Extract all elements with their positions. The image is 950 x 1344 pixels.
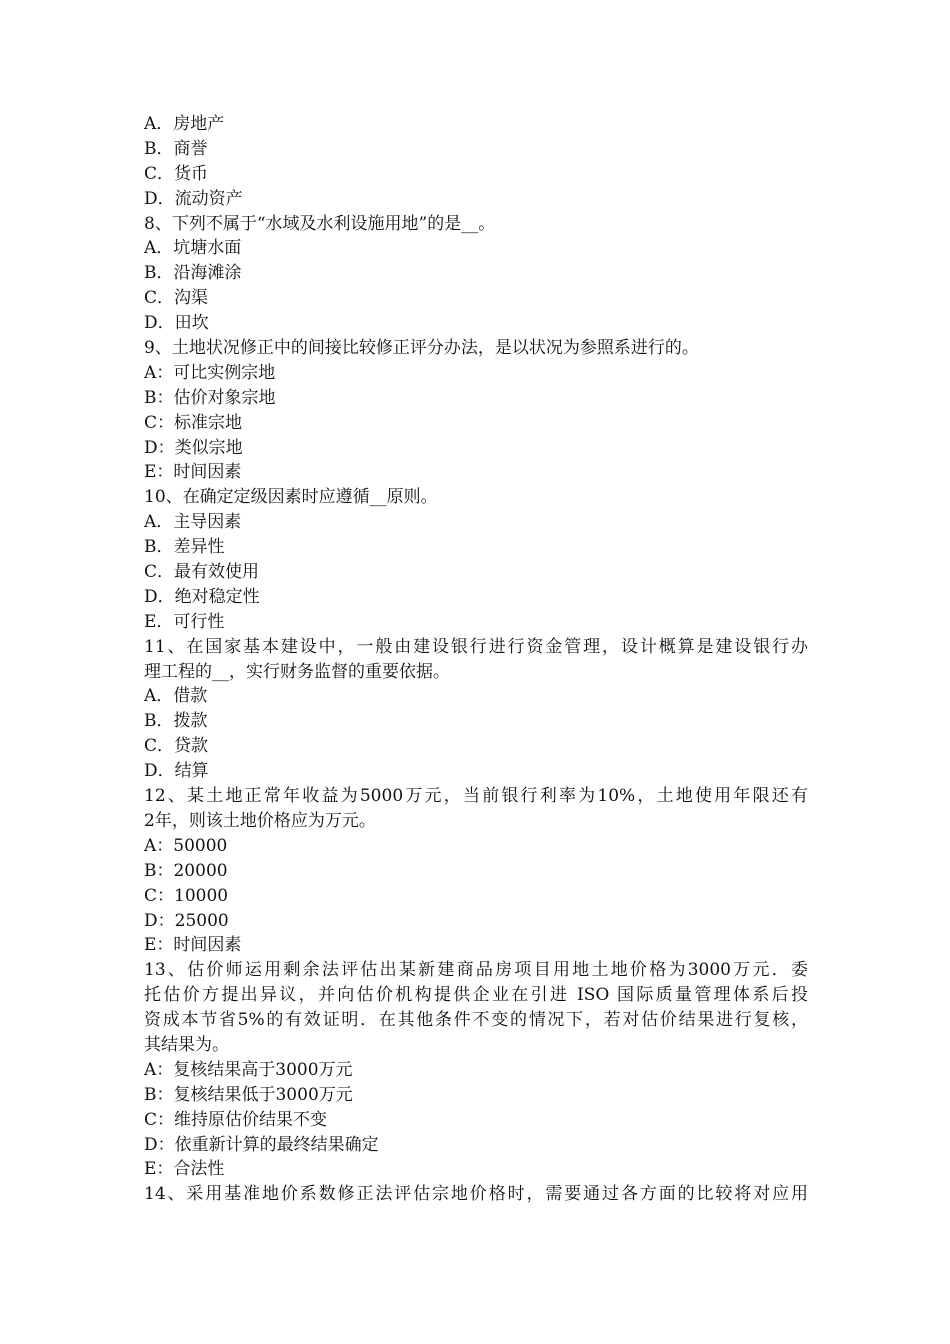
text-line: 11、在国家基本建设中，一般由建设银行进行资金管理，设计概算是建设银行办 <box>144 636 808 657</box>
text-line: 2年，则该土地价格应为万元。 <box>144 810 376 831</box>
text-line: D：依重新计算的最终结果确定 <box>144 1134 379 1155</box>
text-line: 资成本节省5%的有效证明．在其他条件不变的情况下，若对估价结果进行复核， <box>144 1010 808 1031</box>
text-line: B．商誉 <box>144 138 208 159</box>
text-line: E．可行性 <box>144 611 225 632</box>
text-line: B：20000 <box>144 860 228 881</box>
text-line: C．最有效使用 <box>144 562 260 583</box>
text-line: 12、某土地正常年收益为5000万元，当前银行利率为10%，土地使用年限还有 <box>144 786 808 807</box>
text-line: 其结果为。 <box>144 1034 229 1055</box>
text-line: C：标准宗地 <box>144 412 243 433</box>
text-line: E：时间因素 <box>144 462 242 483</box>
text-line: A．借款 <box>144 686 208 707</box>
text-line: 13、估价师运用剩余法评估出某新建商品房项目用地土地价格为3000万元．委 <box>144 960 808 981</box>
text-line: A：可比实例宗地 <box>144 362 276 383</box>
text-line: B．沿海滩涂 <box>144 263 242 284</box>
text-line: 理工程的__，实行财务监督的重要依据。 <box>144 661 450 682</box>
text-line: B．拨款 <box>144 711 208 732</box>
text-line: A：50000 <box>144 835 228 856</box>
text-line: 托估价方提出异议，并向估价机构提供企业在引进 ISO 国际质量管理体系后投 <box>144 985 808 1006</box>
text-line: D．结算 <box>144 761 209 782</box>
text-line: B．差异性 <box>144 537 225 558</box>
text-line: C．货币 <box>144 163 209 184</box>
text-line: C．沟渠 <box>144 288 209 309</box>
text-line: 9、土地状况修正中的间接比较修正评分办法，是以状况为参照系进行的。 <box>144 338 699 359</box>
text-line: D．流动资产 <box>144 188 243 209</box>
text-line: C：维持原估价结果不变 <box>144 1109 328 1130</box>
text-line: 10、在确定定级因素时应遵循__原则。 <box>144 487 438 508</box>
document-page <box>144 112 808 1207</box>
text-line: D：类似宗地 <box>144 437 243 458</box>
text-line: 8、下列不属于“水域及水利设施用地”的是__。 <box>144 213 496 234</box>
text-line: B：复核结果低于3000万元 <box>144 1084 353 1105</box>
text-line: C．贷款 <box>144 736 209 757</box>
text-line: D．田坎 <box>144 313 209 334</box>
text-line: C：10000 <box>144 885 229 906</box>
text-line: E：合法性 <box>144 1159 225 1180</box>
text-line: B：估价对象宗地 <box>144 387 276 408</box>
text-line: A．坑塘水面 <box>144 238 242 259</box>
text-line: A：复核结果高于3000万元 <box>144 1059 353 1080</box>
text-line: D：25000 <box>144 910 229 931</box>
text-line: A．房地产 <box>144 114 225 134</box>
text-line: A．主导因素 <box>144 512 242 533</box>
text-line: 14、采用基准地价系数修正法评估宗地价格时，需要通过各方面的比较将对应用 <box>144 1184 808 1205</box>
text-line: D．绝对稳定性 <box>144 586 260 607</box>
text-line: E：时间因素 <box>144 935 242 956</box>
